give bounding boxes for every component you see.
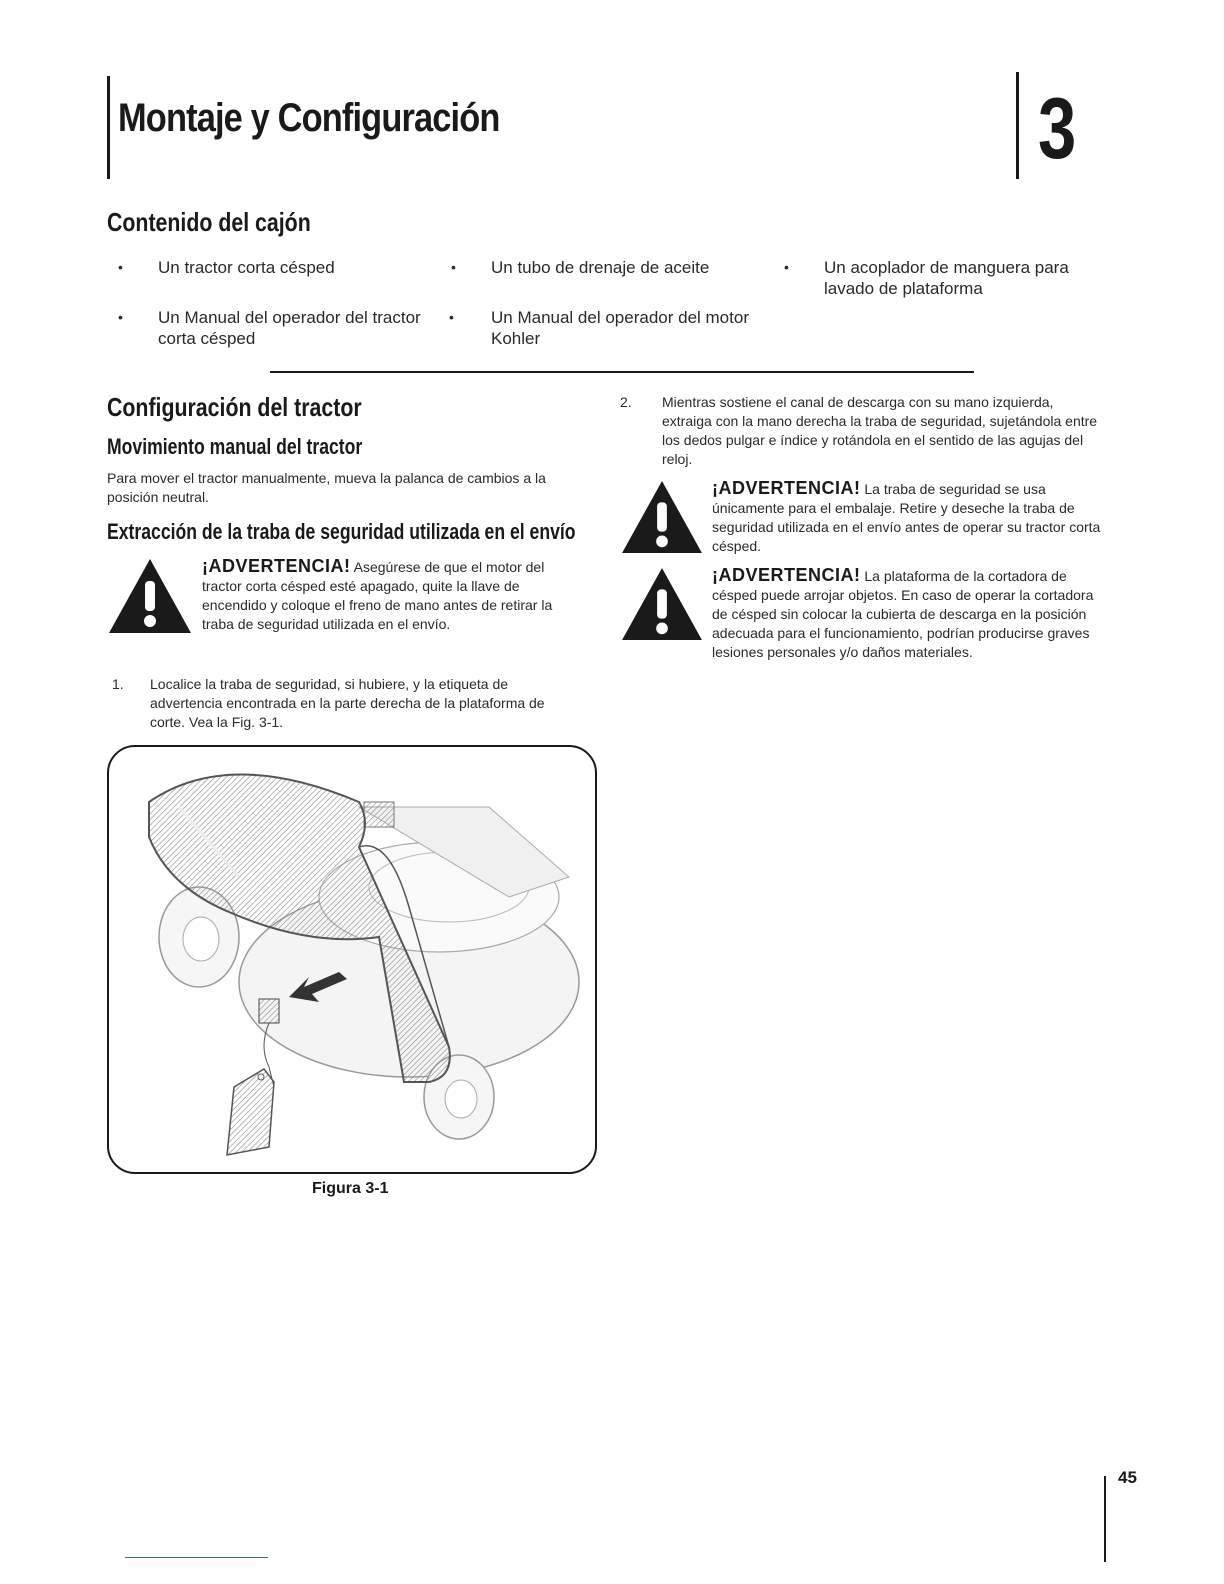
warning-text: ¡ADVERTENCIA! La traba de seguridad se usa únicamente para el embalaje. Retire y deseche la traba de seguridad utilizada en el envío antes de operar su tractor corta césped. [712, 478, 1101, 554]
tractor-setup-heading: Configuración del tractor [107, 392, 362, 422]
list-item: • Un Manual del operador del tractor corta césped [118, 308, 421, 348]
figure-caption: Figura 3-1 [312, 1180, 389, 1197]
list-item: • Un Manual del operador del motor Kohler [449, 308, 749, 348]
warning-label: ¡ADVERTENCIA! [202, 556, 351, 576]
title-bar-left [107, 76, 110, 179]
step-item: 1. Localice la traba de seguridad, si hubiere, y la etiqueta de advertencia encontrada en la parte derecha de la plataforma de corte. Vea la Fig. 3-1. [112, 676, 545, 730]
box-contents-heading: Contenido del cajón [107, 207, 311, 237]
list-item: • Un tubo de drenaje de aceite [451, 258, 710, 277]
manual-move-heading: Movimiento manual del tractor [107, 434, 363, 459]
title-bar-right [1016, 72, 1019, 179]
bullet-icon: • [118, 309, 123, 325]
page-number-bar [1104, 1476, 1106, 1562]
step-item: 2. Mientras sostiene el canal de descarga con su mano izquierda, extraiga con la mano derecha la traba de seguridad, sujetándola entre los dedos pulgar e índice y rotándola en el sentido de las agujas del reloj. [620, 394, 1098, 467]
bullet-icon: • [118, 259, 123, 275]
footer-line [125, 1557, 268, 1558]
list-item: • Un acoplador de manguera para lavado de plataforma [784, 258, 1069, 298]
page-number: 45 [1118, 1468, 1137, 1487]
warning-label: ¡ADVERTENCIA! [712, 565, 861, 585]
bullet-icon: • [784, 259, 789, 275]
warning-triangle-icon [619, 566, 705, 642]
warning-text: ¡ADVERTENCIA! La plataforma de la cortadora de césped puede arrojar objetos. En caso de operar la cortadora de césped sin colocar la cubierta de descarga en la posición adecuada para el funcionamiento, podrían producirse graves lesiones personales y/o daños materiales. [712, 565, 1094, 660]
chapter-title: Montaje y Configuración [118, 96, 500, 140]
chapter-number: 3 [1038, 81, 1077, 177]
warning-block [107, 557, 587, 647]
section-divider [270, 371, 974, 373]
figure-illustration [107, 745, 597, 1174]
bullet-icon: • [449, 309, 454, 325]
lawn-mower-deck-illustration [109, 747, 595, 1172]
warning-triangle-icon [107, 557, 193, 635]
warning-triangle-icon [619, 479, 705, 555]
bullet-icon: • [451, 259, 456, 275]
warning-block [619, 479, 1109, 559]
warning-block [619, 566, 1109, 686]
list-item: • Un tractor corta césped [118, 258, 335, 277]
warning-label: ¡ADVERTENCIA! [712, 478, 861, 498]
manual-move-text: Para mover el tractor manualmente, mueva la palanca de cambios a la posición neutral. [107, 470, 546, 505]
warning-text: ¡ADVERTENCIA! Asegúrese de que el motor del tractor corta césped esté apagado, quite la llave de encendido y coloque el freno de mano antes de retirar la traba de seguridad utilizada en el envío. [202, 556, 553, 632]
removal-heading: Extracción de la traba de seguridad utilizada en el envío [107, 519, 576, 544]
